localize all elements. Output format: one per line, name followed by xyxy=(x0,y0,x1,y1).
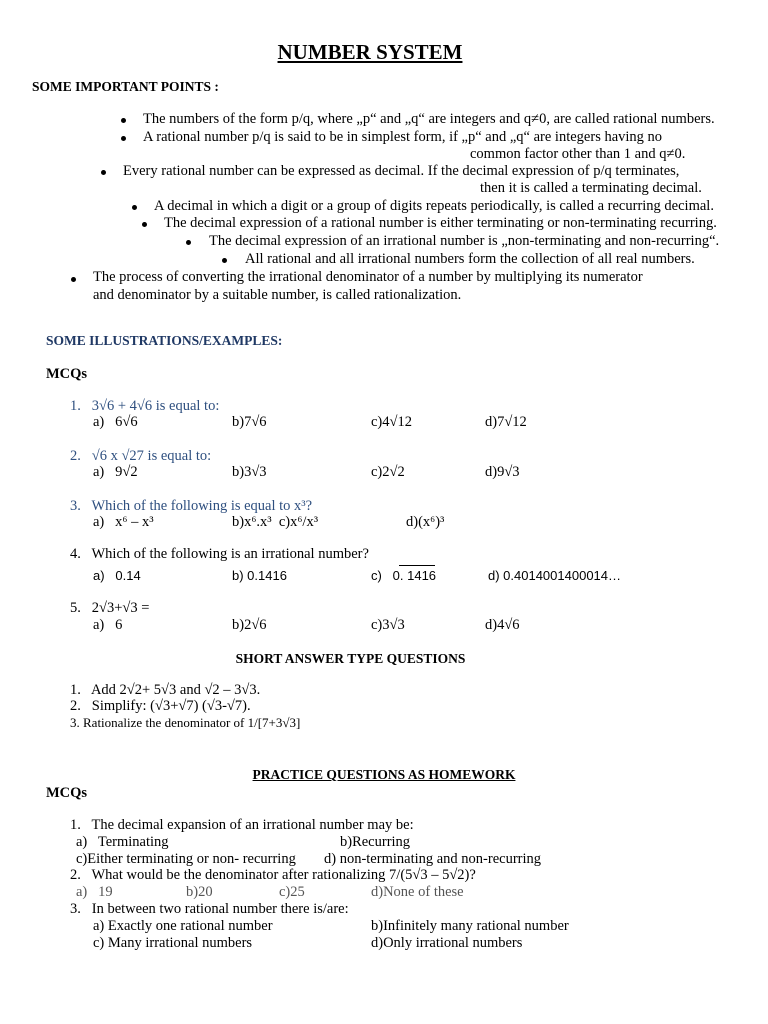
bullet-icon xyxy=(222,258,227,263)
point-text: A decimal in which a digit or a group of digits repeats periodically, is called a recurring decimal. xyxy=(154,198,714,214)
point-text: Every rational number can be expressed as decimal. If the decimal expression of p/q terminates, xyxy=(123,163,680,179)
point-text: A rational number p/q is said to be in simplest form, if „p“ and „q“ are integers having no xyxy=(143,129,663,145)
bullet-icon xyxy=(101,170,106,175)
question-text: 1. The decimal expansion of an irrational number may be: xyxy=(70,817,414,833)
option-c: c)4√12 xyxy=(371,414,412,430)
option-b: b)3√3 xyxy=(232,464,267,480)
option-d: d) 0.4014001400014… xyxy=(488,568,622,583)
question-text: 3. Which of the following is equal to x³? xyxy=(70,498,313,514)
option-d: d)None of these xyxy=(371,884,464,900)
bullet-icon xyxy=(71,277,76,282)
point-text: common factor other than 1 and q≠0. xyxy=(470,146,686,162)
point-text: The decimal expression of a rational number is either terminating or non-terminating recurring. xyxy=(164,215,717,231)
option-a: a) Exactly one rational number xyxy=(93,918,273,934)
bullet-icon xyxy=(132,205,137,210)
question-text: 1. 3√6 + 4√6 is equal to: xyxy=(70,398,220,414)
bullet-icon xyxy=(186,240,191,245)
option-b: b) 0.1416 xyxy=(232,568,287,583)
option-a: a) 0.14 xyxy=(93,568,141,583)
option-c: c)25 xyxy=(279,884,305,900)
question-text: 3. In between two rational number there is/are: xyxy=(70,901,349,917)
point-text: The process of converting the irrational denominator of a number by multiplying its numerator xyxy=(93,269,643,285)
option-d: d) non-terminating and non-recurring xyxy=(324,851,542,867)
question-text: 5. 2√3+√3 = xyxy=(70,600,150,616)
question-text: 4. Which of the following is an irrational number? xyxy=(70,546,369,562)
bullet-icon xyxy=(121,136,126,141)
option-b: b)Recurring xyxy=(340,834,411,850)
point-text: The numbers of the form p/q, where „p“ and „q“ are integers and q≠0, are called rational numbers. xyxy=(143,111,715,127)
question-text: 2. √6 x √27 is equal to: xyxy=(70,448,212,464)
point-text: then it is called a terminating decimal. xyxy=(480,180,702,196)
question-text: 2. What would be the denominator after rationalizing 7/(5√3 – 5√2)? xyxy=(70,867,476,883)
point-text: and denominator by a suitable number, is called rationalization. xyxy=(93,287,462,303)
option-a: a) 9√2 xyxy=(93,464,138,480)
short-answer-item: 3. Rationalize the denominator of 1/[7+3√3] xyxy=(70,715,301,730)
option-c: c)Either terminating or non- recurring xyxy=(76,851,296,867)
option-c: c) Many irrational numbers xyxy=(93,935,253,951)
option-b: b)20 xyxy=(186,884,213,900)
option-b: b)7√6 xyxy=(232,414,267,430)
page-title: NUMBER SYSTEM xyxy=(277,40,463,64)
option-b-c: b)x⁶.x³ c)x⁶/x³ xyxy=(232,514,319,530)
short-answer-item: 1. Add 2√2+ 5√3 and √2 – 3√3. xyxy=(70,682,261,698)
option-b: b)2√6 xyxy=(232,617,267,633)
bullet-icon xyxy=(121,118,126,123)
option-b: b)Infinitely many rational number xyxy=(371,918,569,934)
option-c: c)3√3 xyxy=(371,617,405,633)
option-a: a) Terminating xyxy=(76,834,169,850)
option-a: a) x⁶ – x³ xyxy=(93,514,154,530)
option-c: c)2√2 xyxy=(371,464,405,480)
option-d: d)7√12 xyxy=(485,414,527,430)
practice-heading: PRACTICE QUESTIONS AS HOMEWORK xyxy=(252,767,516,782)
option-d: d)(x⁶)³ xyxy=(406,514,445,530)
practice-mcq-heading: MCQs xyxy=(46,785,88,801)
illustrations-heading: SOME ILLUSTRATIONS/EXAMPLES: xyxy=(46,333,283,348)
overline-mark xyxy=(399,565,435,566)
bullet-icon xyxy=(142,222,147,227)
option-c: c) 0. 1416 xyxy=(371,568,437,583)
option-a: a) 19 xyxy=(76,884,113,900)
important-points-heading: SOME IMPORTANT POINTS : xyxy=(32,79,219,94)
short-answer-heading: SHORT ANSWER TYPE QUESTIONS xyxy=(235,651,466,666)
short-answer-item: 2. Simplify: (√3+√7) (√3-√7). xyxy=(70,698,251,714)
option-a: a) 6√6 xyxy=(93,414,138,430)
mcq-heading: MCQs xyxy=(46,366,88,382)
option-d: d)4√6 xyxy=(485,617,520,633)
point-text: All rational and all irrational numbers form the collection of all real numbers. xyxy=(245,251,695,267)
option-d: d)9√3 xyxy=(485,464,520,480)
point-text: The decimal expression of an irrational number is „non-terminating and non-recurring“. xyxy=(209,233,720,249)
option-d: d)Only irrational numbers xyxy=(371,935,523,951)
option-a: a) 6 xyxy=(93,617,123,633)
